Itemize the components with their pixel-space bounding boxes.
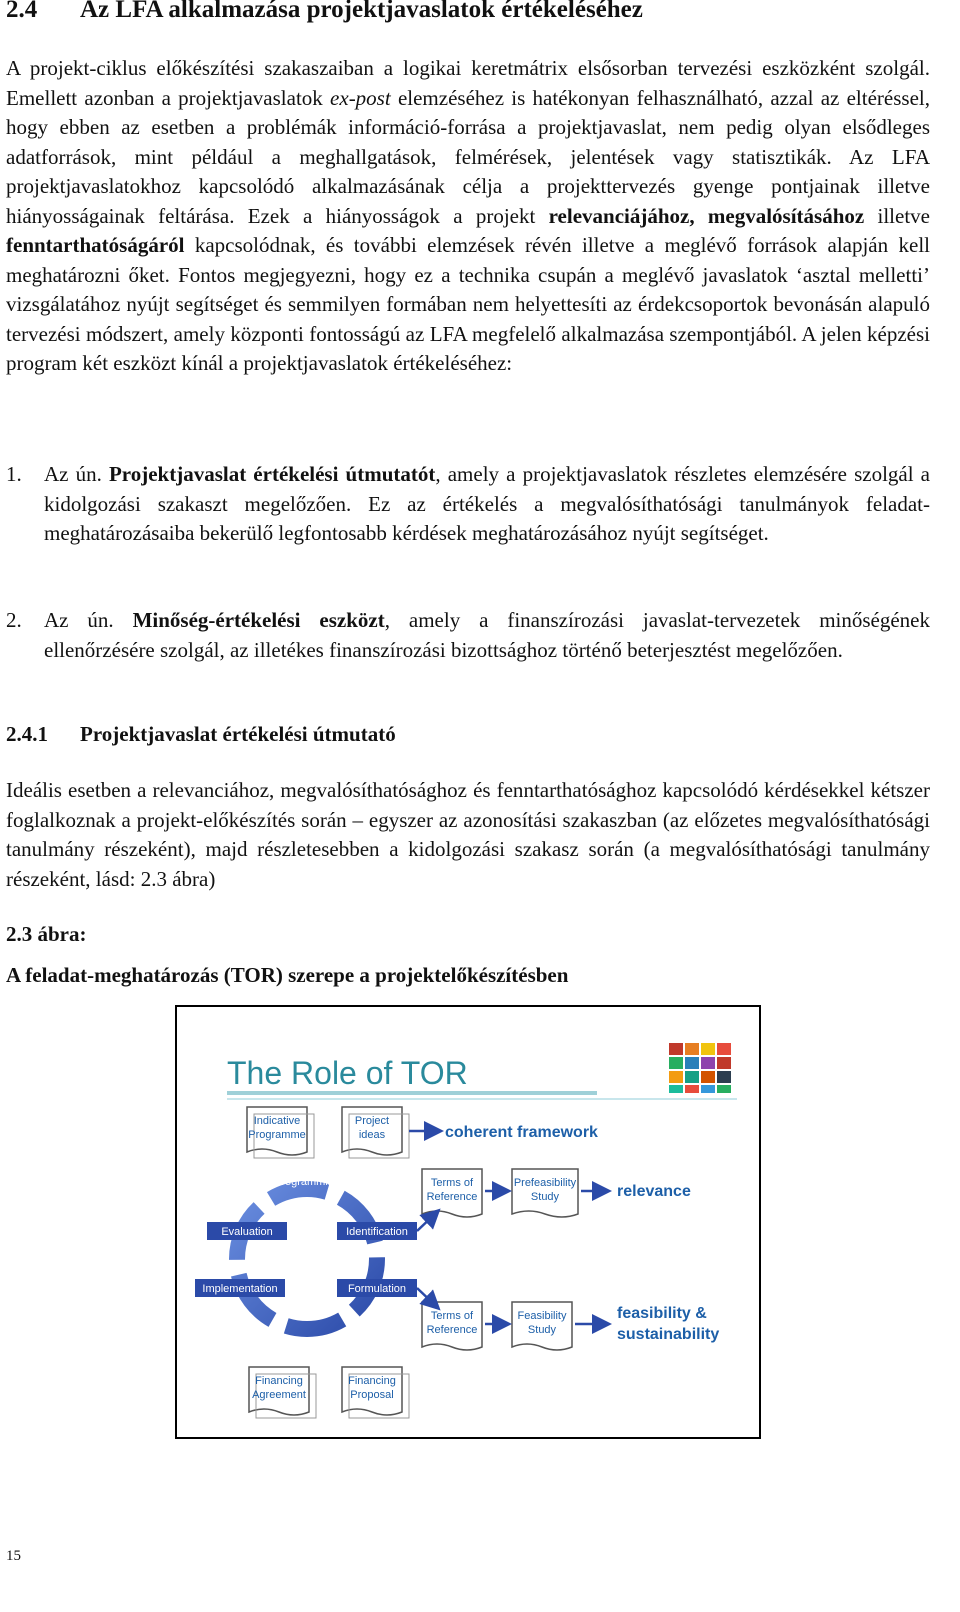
svg-text:Study: Study — [530, 1191, 560, 1203]
svg-text:Proposal: Proposal — [350, 1389, 394, 1401]
doc-financing-agreement — [249, 1367, 316, 1418]
svg-text:Financing: Financing — [348, 1375, 396, 1387]
svg-text:Reference: Reference — [426, 1324, 478, 1336]
section-number: 2.4 — [6, 0, 38, 23]
doc-financing-proposal — [342, 1367, 409, 1418]
intro-bold-2: fenntarthatóságáról — [6, 233, 185, 257]
ideal-paragraph: Ideális esetben a relevanciához, megvalósíthatósághoz és fenntarthatósághoz kapcsolódó kérdésekkel kétszer foglalkoznak a projekt-előkészítés során – egyszer az azonosítási szakaszban (az előzetes megvalósíthatósági tanulmány részeként), majd részletesebben a kidolgozási szakasz során (a megvalósíthatósági tanulmány részeként, lásd: 2.3 ábra) — [6, 778, 930, 891]
svg-text:Prefeasibility: Prefeasibility — [513, 1177, 577, 1189]
cycle-formulation: Formulation — [347, 1283, 407, 1295]
doc-prefeasibility-study — [512, 1169, 578, 1217]
list-bold: Minőség-értékelési eszközt — [132, 608, 385, 632]
cycle-financing: Financing — [283, 1337, 331, 1349]
doc-project-ideas — [342, 1107, 409, 1158]
svg-text:Terms of: Terms of — [430, 1310, 474, 1322]
intro-text-1: A projekt-ciklus előkészítési szakaszaiban a logikai keretmátrix elsősorban tervezési eszközként szolgál. Emellett azonban a projektjavaslatok — [6, 56, 930, 110]
label-coherent-framework: coherent framework — [445, 1124, 598, 1141]
figure-tor — [175, 1005, 761, 1439]
intro-text-2: elemzéséhez is hatékonyan felhasználható, azzal az eltéréssel, hogy ebben az esetben a problémák információ-forrása a projektjavaslat, nem pedig olyan elsődleges adatforrások, mint például a meghallgatások, felmérések, jelentések vagy statisztikák. Az LFA projektjavaslatokhoz kapcsolódó alkalmazásának célja a projekttervezés gyenge pontjainak illetve hiányosságainak feltárása. Ezek a hiányosságok a projekt — [6, 85, 930, 228]
subsection-title: Projektjavaslat értékelési útmutató — [80, 722, 396, 746]
intro-paragraph — [6, 54, 930, 379]
list-text: , amely a finanszírozási javaslat-tervezetek minőségének ellenőrzésére szolgál, az illetékes finanszírozási bizottsághoz történő beterjesztést megelőzően. — [44, 608, 930, 662]
doc-feasibility-study — [512, 1302, 572, 1350]
svg-text:Reference: Reference — [426, 1191, 478, 1203]
section-heading — [6, 0, 643, 24]
list-text: , amely a projektjavaslatok részletes elemzésére szolgál a kidolgozási szakaszt megelőzően. Ez az értékelés a megvalósíthatósági tanulmányok feladat-meghatározásaiba bekerülő legfontosabb kérdések meghatározásához nyújt segítséget. — [44, 462, 930, 545]
figure-caption: A feladat-meghatározás (TOR) szerepe a projektelőkészítésben — [6, 963, 569, 987]
diagram-title: The Role of TOR — [227, 1055, 468, 1091]
list-number: 2. — [6, 608, 22, 632]
subsection-number: 2.4.1 — [6, 722, 48, 746]
doc-terms-of-reference-2 — [422, 1302, 482, 1350]
svg-text:Financing: Financing — [255, 1375, 303, 1387]
label-feasibility: feasibility & — [617, 1305, 707, 1322]
list-text: Az ún. — [44, 608, 133, 632]
svg-text:Programme: Programme — [248, 1129, 306, 1141]
intro-text-4: kapcsolódnak, és további elemzések révén illetve a meglévő források alapján kell meghatározni őket. Fontos megjegyezni, hogy ez a technika csupán a meglévő javaslatok ‘asztal melletti’ vizsgálatához nyújt segítséget és semmilyen formában nem helyettesíti az érdekcsoportok bevonásán alapuló tervezési módszert, amely központi fontosságú az LFA megfelelő alkalmazása szempontjából. A jelen képzési program két eszközt kínál a projektjavaslatok értékeléséhez: — [6, 233, 930, 375]
doc-indicative-programme — [247, 1107, 314, 1158]
list-item — [6, 606, 930, 665]
tor-diagram — [177, 1007, 759, 1437]
list-bold: Projektjavaslat értékelési útmutatót — [108, 462, 436, 486]
svg-text:Feasibility: Feasibility — [517, 1310, 567, 1322]
label-sustainability: sustainability — [617, 1326, 720, 1343]
cycle-programming: Programming — [273, 1176, 341, 1188]
section-title: Az LFA alkalmazása projektjavaslatok értékeléséhez — [80, 0, 643, 23]
doc-terms-of-reference-1 — [422, 1169, 482, 1217]
cycle-identification: Identification — [346, 1226, 408, 1238]
cycle-evaluation: Evaluation — [221, 1226, 273, 1238]
svg-text:Indicative: Indicative — [253, 1115, 301, 1127]
figure-label: 2.3 ábra: — [6, 922, 87, 946]
svg-text:Project: Project — [354, 1115, 390, 1127]
page-number: 15 — [6, 1548, 21, 1564]
svg-text:Study: Study — [527, 1324, 557, 1336]
svg-text:ideas: ideas — [358, 1129, 386, 1141]
subsection-heading — [6, 722, 396, 747]
cycle-implementation: Implementation — [202, 1283, 278, 1295]
flow-arrows — [409, 1131, 607, 1324]
intro-emphasis: ex-post — [330, 85, 391, 110]
color-grid-icon — [669, 1043, 731, 1093]
list-item — [6, 460, 930, 549]
list-number: 1. — [6, 462, 22, 486]
svg-text:Terms of: Terms of — [430, 1177, 474, 1189]
svg-text:Agreement: Agreement — [252, 1389, 306, 1401]
list-text: Az ún. — [44, 462, 109, 486]
intro-bold-1: relevanciájához, megvalósításához — [548, 203, 865, 228]
label-relevance: relevance — [617, 1183, 691, 1200]
project-cycle — [195, 1176, 417, 1349]
intro-text-3: illetve — [864, 203, 930, 228]
